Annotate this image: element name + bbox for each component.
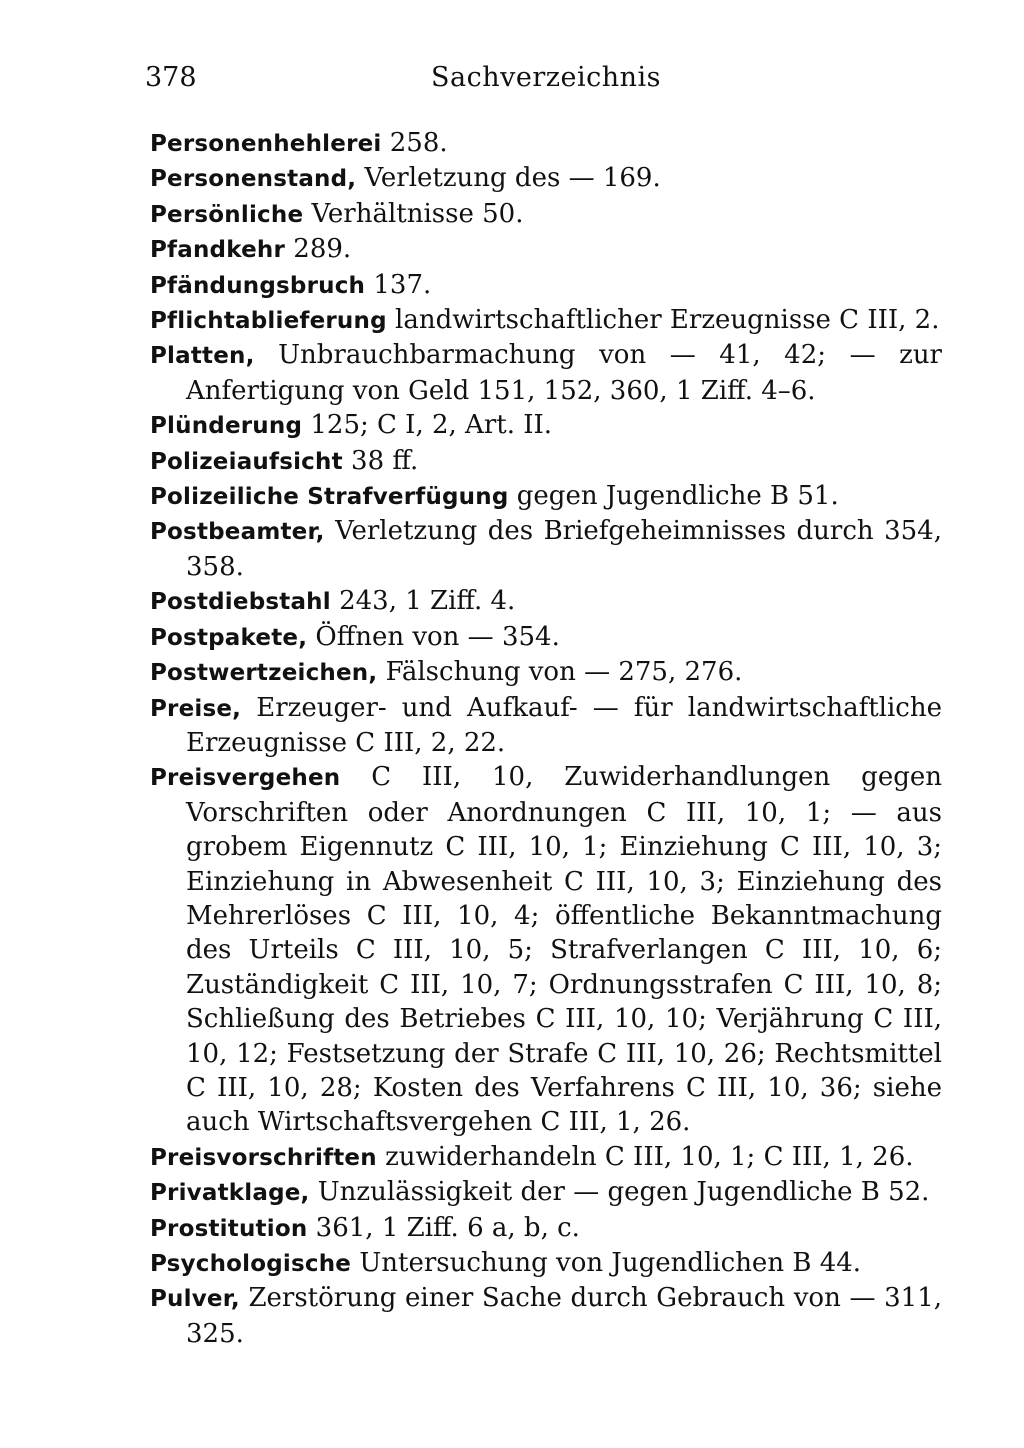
index-text: Erzeuger- und Aufkauf- — für landwirtschaftliche Erzeugnisse C III, 2, 22. xyxy=(186,692,942,758)
index-term: Postwertzeichen, xyxy=(150,660,378,687)
index-term: Pulver, xyxy=(150,1286,240,1313)
index-term: Psychologische xyxy=(150,1251,352,1277)
index-text: 258. xyxy=(381,128,448,158)
index-term: Pfändungsbruch xyxy=(150,272,366,299)
index-term: Postdiebstahl xyxy=(150,589,331,616)
index-term: Pfandkehr xyxy=(150,237,286,264)
index-entry xyxy=(150,408,942,443)
index-text: 38 ff. xyxy=(342,445,419,476)
index-term: Postbeamter, xyxy=(150,519,325,546)
index-text: gegen Jugendliche B 51. xyxy=(508,481,839,512)
index-entry xyxy=(150,197,942,232)
index-term: Privatklage, xyxy=(150,1180,310,1207)
page-header xyxy=(145,62,884,102)
index-entry xyxy=(150,268,942,303)
index-text: Zerstörung einer Sache durch Gebrauch von — 311, 325. xyxy=(186,1283,942,1349)
running-title: Sachverzeichnis xyxy=(431,62,661,93)
index-text: Verletzung des — 169. xyxy=(356,163,661,194)
index-entries xyxy=(150,126,942,1351)
index-term: Pflichtablieferung xyxy=(150,308,387,335)
index-term: Platten, xyxy=(150,343,255,370)
index-text: Untersuchung von Jugendlichen B 44. xyxy=(351,1248,862,1278)
index-entry xyxy=(150,1211,942,1246)
index-entry xyxy=(150,232,942,267)
index-term: Personenstand, xyxy=(150,166,357,193)
index-entry xyxy=(150,303,942,338)
index-entry xyxy=(150,760,942,1139)
index-entry xyxy=(150,1175,942,1210)
index-text: 137. xyxy=(365,269,432,300)
index-term: Plünderung xyxy=(150,413,303,440)
index-text: Verletzung des Briefgeheimnisses durch 354, 358. xyxy=(186,516,942,582)
index-entry xyxy=(150,1140,942,1175)
index-term: Personenhehlerei xyxy=(150,131,382,157)
index-term: Polizeiaufsicht xyxy=(150,448,343,475)
index-text: landwirtschaftlicher Erzeugnisse C III, 2. xyxy=(386,305,940,336)
index-entry xyxy=(150,584,942,619)
index-text: Öffnen von — 354. xyxy=(307,621,560,652)
index-entry xyxy=(150,655,942,690)
index-term: Persönliche xyxy=(150,201,304,228)
index-text: zuwiderhandeln C III, 10, 1; C III, 1, 26. xyxy=(376,1141,914,1172)
index-text: C III, 10, Zuwiderhandlungen gegen Vorschriften oder Anordnungen C III, 10, 1; — aus grobem Eigennutz C III, 10, 1; Einziehung C III, 10, 3; Einziehung in Abwesenheit C III, 10, 3; Einziehung des Mehrerlöses C III, 10, 4; öffentliche Bekanntmachung des Urteils C III, 10, 5; Strafverlangen C III, 10, 6; Zuständigkeit C III, 10, 7; Ordnungsstrafen C III, 10, 8; Schließung des Betriebes C III, 10, 10; Verjährung C III, 10, 12; Festsetzung der Strafe C III, 10, 26; Rechtsmittel C III, 10, 28; Kosten des Verfahrens C III, 10, 36; siehe auch Wirtschaftsvergehen C III, 1, 26. xyxy=(186,762,942,1138)
index-entry xyxy=(150,479,942,514)
index-term: Polizeiliche Strafverfügung xyxy=(150,484,509,511)
index-entry xyxy=(150,691,942,761)
index-term: Preisvergehen xyxy=(150,765,341,792)
index-entry xyxy=(150,1246,942,1281)
index-term: Preisvorschriften xyxy=(150,1144,377,1171)
index-text: Unzulässigkeit der — gegen Jugendliche B 52. xyxy=(309,1177,930,1208)
index-entry xyxy=(150,444,942,479)
index-term: Postpakete, xyxy=(150,624,308,651)
index-text: Unbrauchbarmachung von — 41, 42; — zur Anfertigung von Geld 151, 152, 360, 1 Ziff. 4–6. xyxy=(186,340,942,406)
index-entry xyxy=(150,338,942,408)
index-text: 125; C I, 2, Art. II. xyxy=(302,410,553,441)
index-entry xyxy=(150,514,942,584)
page-number: 378 xyxy=(145,62,197,93)
index-entry xyxy=(150,161,942,196)
index-text: 361, 1 Ziff. 6 a, b, c. xyxy=(307,1212,580,1243)
index-text: Fälschung von — 275, 276. xyxy=(377,657,743,688)
index-text: 243, 1 Ziff. 4. xyxy=(330,586,516,617)
index-entry xyxy=(150,126,942,161)
index-term: Prostitution xyxy=(150,1215,308,1242)
index-entry xyxy=(150,1281,942,1351)
index-term: Preise, xyxy=(150,695,242,722)
index-text: 289. xyxy=(285,234,352,265)
index-text: Verhältnisse 50. xyxy=(303,198,524,229)
index-entry xyxy=(150,620,942,655)
